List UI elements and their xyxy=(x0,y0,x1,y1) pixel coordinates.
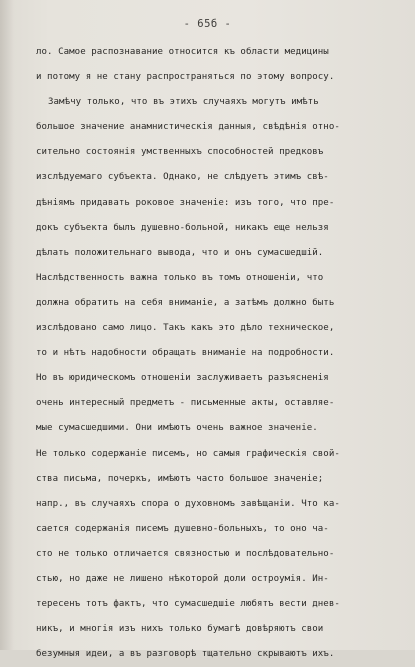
text-line: дѣлать положительнаго вывода, что и онъ сумасшедшій. xyxy=(36,247,324,258)
text-line: сительно состоянія умственныхъ способностей предковъ xyxy=(36,147,324,158)
text-line: ло. Самое распознавание относится къ области медицины xyxy=(36,47,329,57)
text-line: должна обратить на себя вниманіе, а затѣмъ должно быть xyxy=(36,297,335,308)
text-line: докъ субъекта былъ душевно-больной, никакъ еще нельзя xyxy=(36,222,329,233)
text-line: мые сумасшедшими. Они имѣютъ очень важное значеніе. xyxy=(36,423,318,434)
text-line: никъ, и многія изъ нихъ только бумагѣ довѣряютъ свои xyxy=(36,624,324,635)
text-line: Наслѣдственность важна только въ томъ отношеніи, что xyxy=(36,272,324,283)
body-text xyxy=(36,40,404,667)
text-line: Но въ юридическомъ отношеніи заслуживаетъ разъясненія xyxy=(36,373,329,384)
text-line: безумныя идеи, а въ разговорѣ тщательно скрываютъ ихъ. xyxy=(36,649,335,660)
text-line: большое значение анамнистическія данныя, свѣдѣнія отно- xyxy=(36,122,340,133)
text-line: напр., въ случаяхъ спора о духовномъ завѣщаніи. Что ка- xyxy=(36,498,340,509)
text-line: сто не только отличается связностью и послѣдовательно- xyxy=(36,548,335,559)
text-line: стью, но даже не лишено нѣкоторой доли остроумія. Ин- xyxy=(36,573,329,584)
text-line: и потому я не стану распространяться по этому вопросу. xyxy=(36,72,335,83)
text-line: дѣніямъ придавать роковое значеніе: изъ того, что пре- xyxy=(36,197,335,208)
text-line: сается содержанія писемъ душевно-больныхъ, то оно ча- xyxy=(36,523,329,534)
text-line: Замѣчу только, что въ этихъ случаяхъ могутъ имѣть xyxy=(48,97,319,108)
text-line: то и нѣтъ надобности обращать вниманіе на подробности. xyxy=(36,348,335,359)
page-number: - 65б - xyxy=(183,18,232,30)
text-line: ства письма, почеркъ, имѣютъ часто большое значеніе; xyxy=(36,473,324,484)
text-line: изслѣдуемаго субъекта. Однако, не слѣдуетъ этимъ свѣ- xyxy=(36,172,329,183)
text-line: очень интересный предметъ - письменные акты, оставляе- xyxy=(36,398,335,409)
text-line: изслѣдовано само лицо. Такъ какъ это дѣло техническое, xyxy=(36,323,335,334)
text-line: Не только содержаніе писемъ, но самыя графическія свой- xyxy=(36,448,340,459)
text-line: тересенъ тотъ фактъ, что сумасшедшіе любятъ вести днев- xyxy=(36,599,340,610)
